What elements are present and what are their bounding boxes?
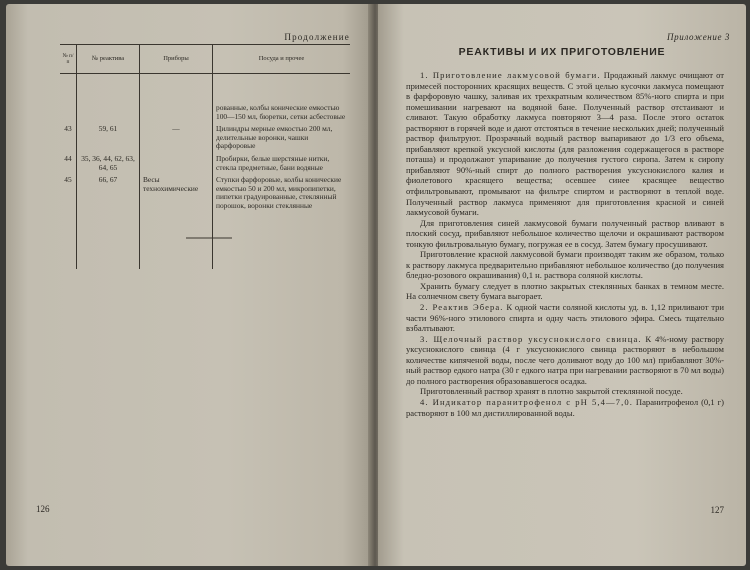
- row-glassware: Цилиндры мерные емкостью 200 мл, делительные воронки, чашки фарфоровые: [213, 123, 351, 153]
- paragraph-litmus-paper: [406, 70, 724, 218]
- paragraph-body: К 4%-ному раствору уксуснокислого свинца (4 г уксуснокислого свинца растворяют в небольшом количестве кипяченой воды, после чего доливают воду до 100 мл) прибавляют 30%-ный раствор едкого натра (30 г едкого натра при нагревании растворяют в 70 мл воды) до полного растворения образовавшегося осадка.: [406, 333, 724, 386]
- row-reagents: 59, 61: [77, 123, 140, 153]
- row-number: 44: [64, 153, 72, 163]
- section-title: РЕАКТИВЫ И ИХ ПРИГОТОВЛЕНИЕ: [458, 46, 666, 58]
- right-page-number: 127: [710, 505, 724, 515]
- row-instruments: [140, 74, 213, 124]
- row-number: 45: [64, 175, 72, 185]
- open-book: [6, 4, 746, 566]
- row-glassware: рованные, колбы конические емкостью 100—150 мл, бюретки, сетки асбестовые: [213, 74, 351, 124]
- filler-cell: [77, 213, 140, 269]
- right-page: [378, 4, 746, 566]
- left-running-head: Продолжение: [284, 32, 350, 42]
- row-instruments: Весы технохимические: [140, 174, 213, 212]
- filler-cell: [213, 213, 351, 269]
- paragraph-storage: Хранить бумагу следует в плотно закрытых стеклянных банках в темном месте. На солнечном свету бумага выгорает.: [406, 280, 724, 302]
- paragraph-heading: 4. Индикатор паранитрофенол с pH 5,4—7,0.: [420, 396, 633, 407]
- filler-cell: [140, 213, 213, 269]
- paragraph-heading: 3. Щелочный раствор уксуснокислого свинца.: [420, 333, 642, 344]
- paragraph-heading: 2. Реактив Эбера.: [420, 302, 504, 313]
- table-header-row: [60, 45, 350, 74]
- row-number: 43: [64, 124, 72, 134]
- paragraph-lead-acetate: [406, 334, 724, 387]
- paragraph-red-litmus: Приготовление красной лакмусовой бумаги производят таким же образом, только к раствору лакмуса предварительно прибавляют небольшое количество (до получения бледно-розового окрашивания) 0,1 н. раствора соляной кислоты.: [406, 249, 724, 281]
- row-instruments-cell: [140, 123, 213, 153]
- paragraph-blue-litmus: Для приготовления синей лакмусовой бумаги полученный раствор вливают в плоский сосуд, прибавляют небольшое количество щелочи и окрашивают раствором тонкую фильтровальную бумагу, погружая ее в сосуд. Затем бумагу просушивают.: [406, 217, 724, 249]
- right-running-head: Приложение 3: [667, 32, 730, 42]
- header-instruments: Приборы: [140, 45, 213, 74]
- row-number: [60, 74, 77, 124]
- paragraph-heading: 1. Приготовление лакмусовой бумаги.: [420, 70, 601, 80]
- row-reagents: [77, 74, 140, 124]
- table-row: [60, 74, 350, 124]
- table-row: [60, 153, 350, 174]
- paragraph-body: Паранитрофенол (0,1 г) растворяют в 100 мл дистиллированной воды.: [406, 396, 724, 418]
- row-reagents: 66, 67: [77, 174, 140, 212]
- left-page-number: 126: [36, 504, 50, 514]
- paragraph-body: К одной части соляной кислоты уд. в. 1,12 приливают три части 96%-ного этилового спирта и одну часть этилового эфира. Смесь тщательно взбалтывают.: [406, 302, 724, 334]
- paragraph-lead-storage: Приготовленный раствор хранят в плотно закрытой стеклянной посуде.: [420, 386, 683, 397]
- table-row: [60, 174, 350, 212]
- header-number: № п/п: [60, 45, 77, 74]
- paragraph-paranitrophenol: [406, 397, 724, 418]
- header-glassware: Посуда и прочее: [213, 45, 351, 74]
- equipment-table: [60, 44, 350, 269]
- body-text: [406, 70, 724, 418]
- table-end-rule: [186, 236, 232, 240]
- header-reagents: № реактива: [77, 45, 140, 74]
- row-instruments: [140, 153, 213, 174]
- filler-cell: [60, 213, 77, 269]
- table-filler-row: [60, 213, 350, 269]
- paragraph-body: Продажный лакмус очищают от примесей посторонних красящих веществ. С этой целью кусочки лакмуса помещают в фарфоровую чашку, заливая их трехкратным количеством 85%-ного спирта и при помешивании нагревают на водяной бане. Полученный раствор отстаивают и сливают. Такую обработку лакмуса повторяют 3—4 раза. После этого остаток растворяют в горячей воде и дают отстояться в течение нескольких дней; полученный раствор фильтруют. Прозрачный водный раствор выпаривают до 1/3 его объема, прибавляют крепкой уксусной кислоты (для разложения содержащегося в растворе поташа) и продолжают упаривание до получения густого сиропа. Затем к сиропу прибавляют 90%-ный спирт до полного растворения уксуснокислого калия и фиолетового красящего вещества; осевшее синее красящее вещество отфильтровывают, промывают на фильтре спиртом и растворяют в теплой воде. Полученный раствор лакмуса применяют для приготовления красной и синей лакмусовой бумаги.: [406, 70, 725, 218]
- row-instruments: —: [172, 124, 180, 134]
- left-page: [6, 4, 372, 566]
- paragraph-eber-reagent: [406, 302, 724, 334]
- table-row: [60, 123, 350, 153]
- row-glassware: Ступки фарфоровые, колбы конические емкостью 50 и 200 мл, микропипетки, пипетки градуированные, стеклянный порошок, воронки стеклянные: [213, 174, 351, 212]
- row-glassware: Пробирки, белые шерстяные нитки, стекла предметные, бани водяные: [213, 153, 351, 174]
- row-reagents: 35, 36, 44, 62, 63, 64, 65: [77, 153, 140, 174]
